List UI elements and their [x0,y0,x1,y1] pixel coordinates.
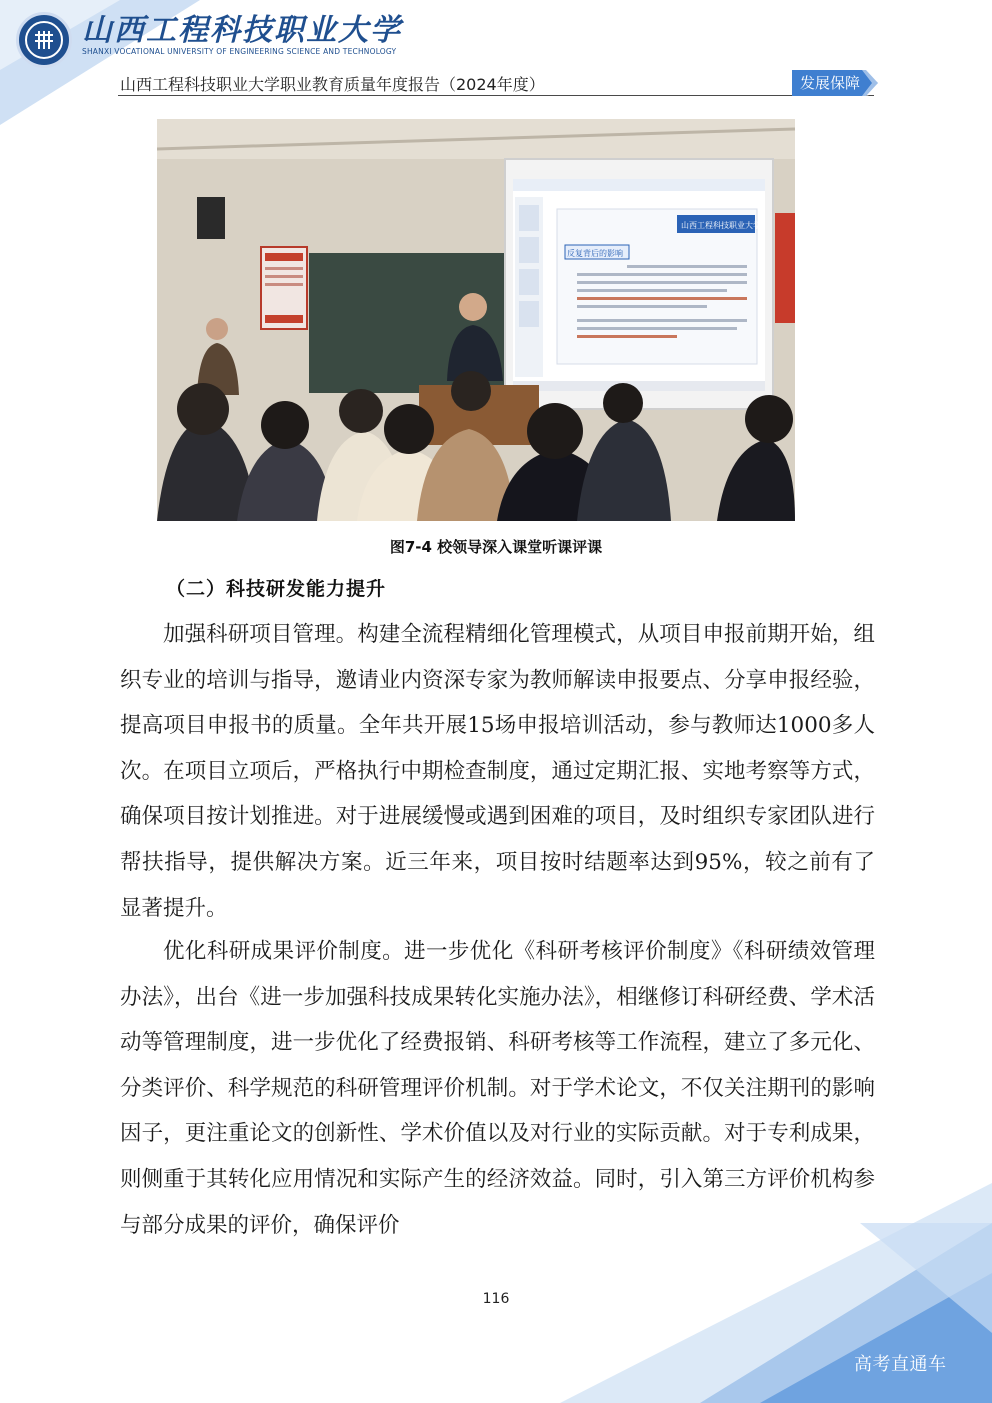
section-tab [792,70,878,96]
seal-emblem-icon [31,27,57,53]
figure-caption: 图7-4 校领导深入课堂听课评课 [389,538,603,556]
report-title: 山西工程科技职业大学职业教育质量年度报告（2024年度） [120,75,545,94]
watermark: 高考直通车 [854,1354,947,1375]
page-number: 116 [482,1291,510,1307]
university-seal-icon [16,12,72,68]
body-paragraph: 加强科研项目管理。构建全流程精细化管理模式，从项目申报前期开始，组织专业的培训与指导，邀请业内资深专家为教师解读申报要点、分享申报经验，提高项目申报书的质量。全年共开展15场申报培训活动，参与教师达1000多人次。在项目立项后，严格执行中期检查制度，通过定期汇报、实地考察等方式，确保项目按计划推进。对于进展缓慢或遇到困难的项目，及时组织专家团队进行帮扶指导，提供解决方案。近三年来，项目按时结题率达到95%，较之前有了显著提升。 [120,622,875,921]
page-header [0,0,992,100]
university-name: 山西工程科技职业大学 [82,13,402,48]
university-name-english: SHANXI VOCATIONAL UNIVERSITY OF ENGINEERING SCIENCE AND TECHNOLOGY [82,47,397,56]
section-tab-label: 发展保障 [800,74,861,92]
header-rule [118,95,874,96]
body-paragraph: 优化科研成果评价制度。进一步优化《科研考核评价制度》《科研绩效管理办法》，出台《进一步加强科技成果转化实施办法》，相继修订科研经费、学术活动等管理制度，进一步优化了经费报销、科研考核等工作流程，建立了多元化、分类评价、科学规范的科研管理评价机制。对于学术论文，不仅关注期刊的影响因子，更注重论文的创新性、学术价值以及对行业的实际贡献。对于专利成果，则侧重于其转化应用情况和实际产生的经济效益。同时，引入第三方评价机构参与部分成果的评价，确保评价 [120,939,875,1238]
classroom-photo [157,119,795,521]
slide-logo-text: 山西工程科技职业大学 [681,221,761,230]
slide-heading: 反复背后的影响 [567,249,623,258]
section-heading: （二）科技研发能力提升 [166,578,387,600]
